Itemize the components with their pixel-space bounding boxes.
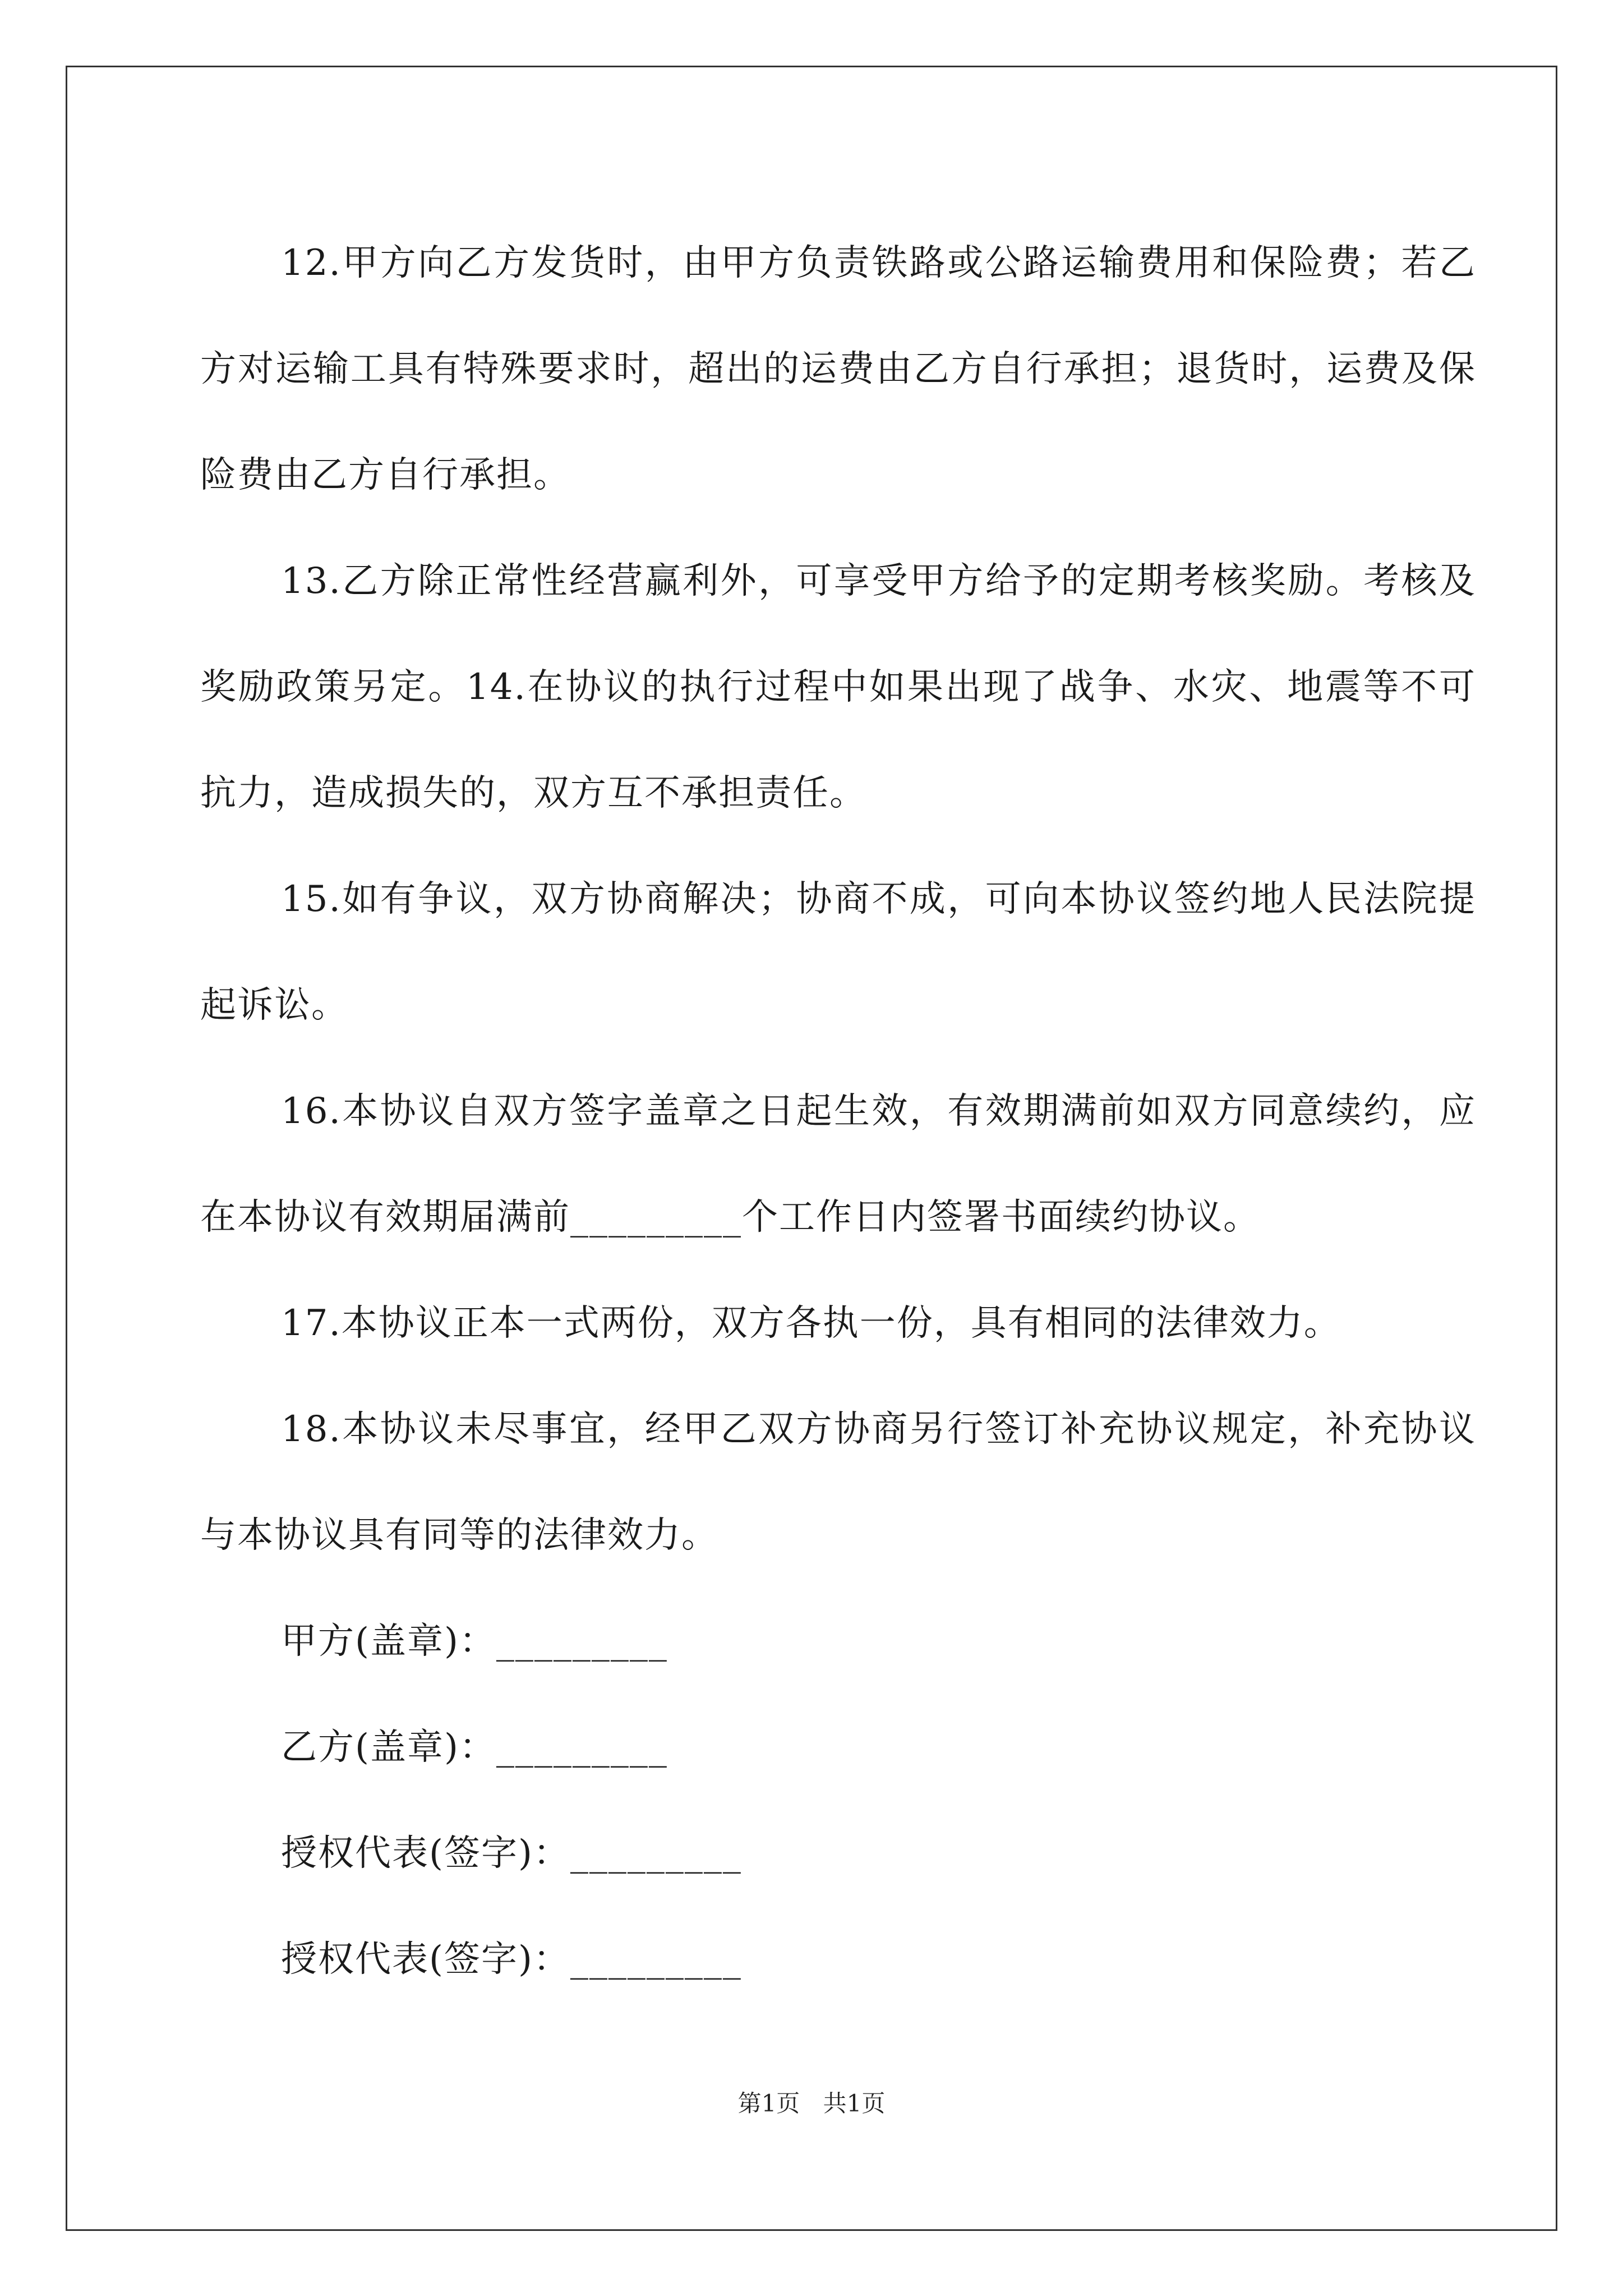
page-total: 共1页 <box>823 2090 886 2117</box>
page-footer <box>0 2085 1623 2119</box>
clause-18: 18.本协议未尽事宜，经甲乙双方协商另行签订补充协议规定，补充协议与本协议具有同等的法律效力。 <box>200 1409 1476 1556</box>
page-number: 第1页 <box>737 2090 800 2117</box>
clause-12: 12.甲方向乙方发货时，由甲方负责铁路或公路运输费用和保险费；若乙方对运输工具有特殊要求时，超出的运费由乙方自行承担；退货时，运费及保险费由乙方自行承担。 <box>200 242 1476 496</box>
party-b-seal: 乙方(盖章)：_________ <box>281 1727 668 1768</box>
clause-16: 16.本协议自双方签字盖章之日起生效，有效期满前如双方同意续约，应在本协议有效期届满前_________个工作日内签署书面续约协议。 <box>200 1091 1476 1238</box>
clause-17: 17.本协议正本一式两份，双方各执一份，具有相同的法律效力。 <box>281 1303 1341 1344</box>
authorized-rep-signature-2: 授权代表(签字)：_________ <box>281 1939 742 1980</box>
document-body <box>200 210 1476 2013</box>
clause-15: 15.如有争议，双方协商解决；协商不成，可向本协议签约地人民法院提起诉讼。 <box>200 878 1476 1026</box>
party-a-seal: 甲方(盖章)：_________ <box>281 1621 668 1662</box>
authorized-rep-signature-1: 授权代表(签字)：_________ <box>281 1833 742 1874</box>
clause-13-14: 13.乙方除正常性经营赢利外，可享受甲方给予的定期考核奖励。考核及奖励政策另定。14.在协议的执行过程中如果出现了战争、水灾、地震等不可抗力，造成损失的，双方互不承担责任。 <box>200 560 1476 814</box>
